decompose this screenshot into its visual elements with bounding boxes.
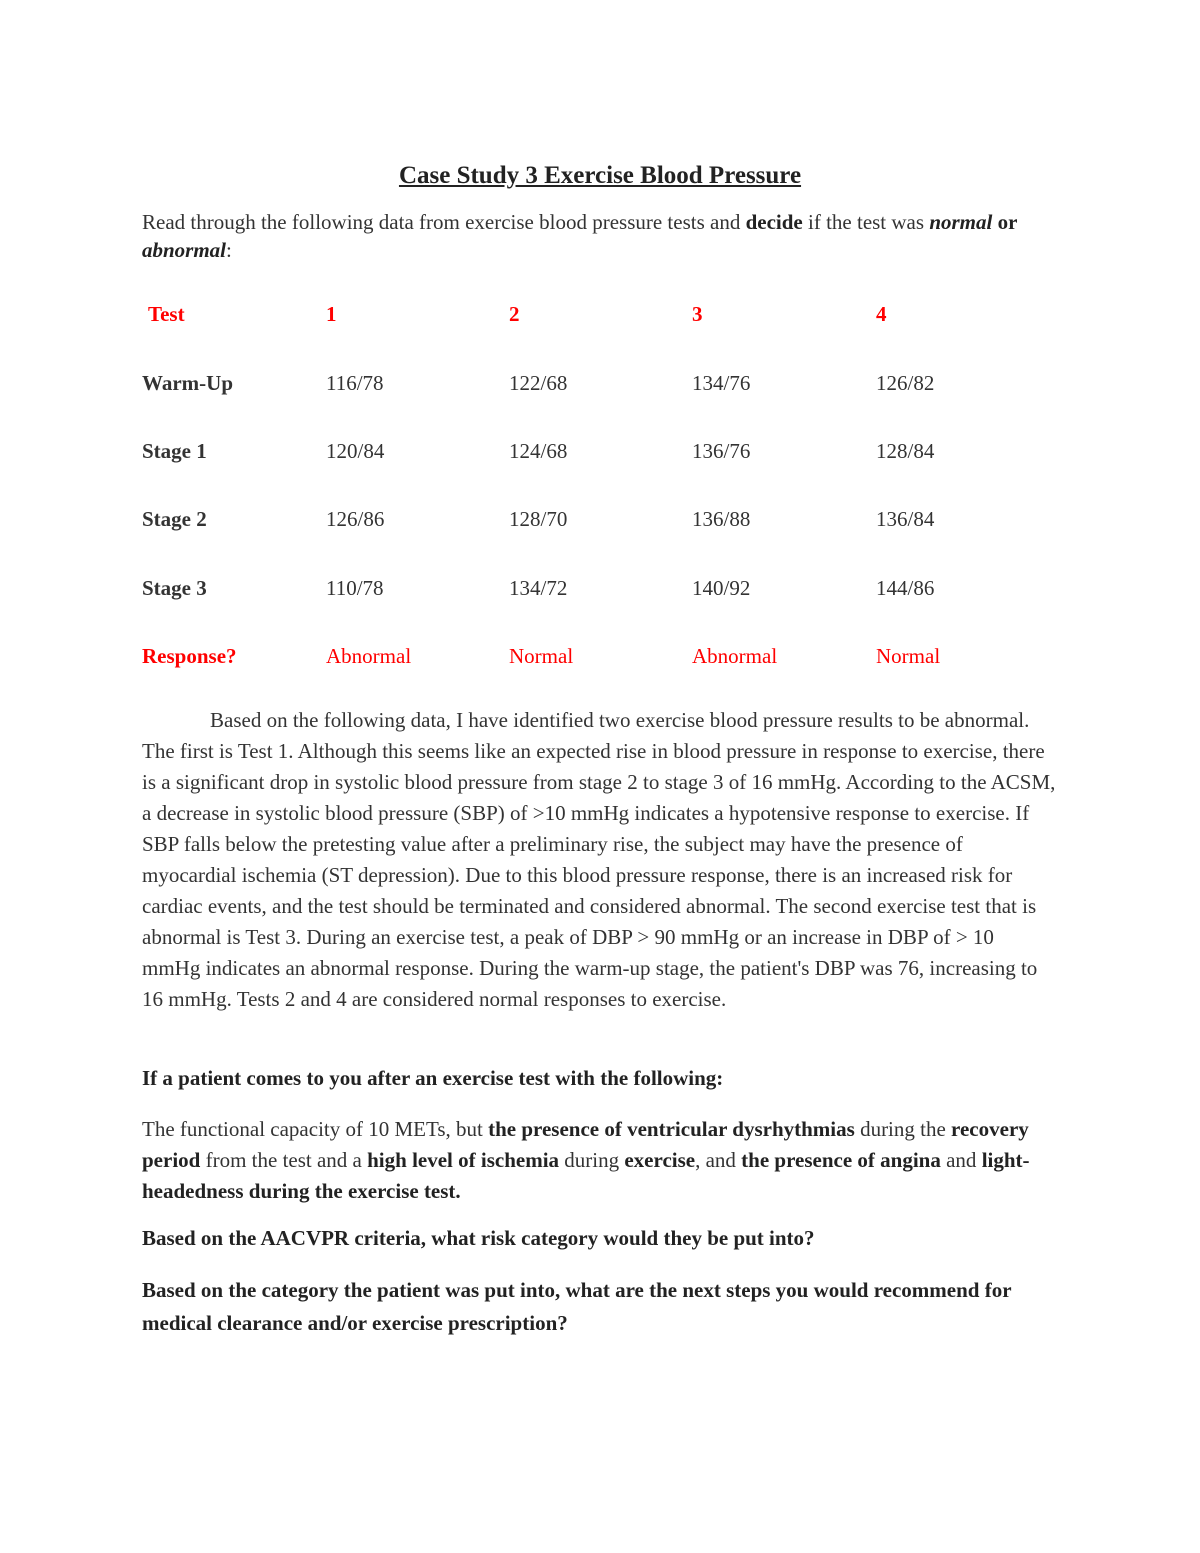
table-cell: 110/78 — [326, 576, 384, 600]
question-patient-intro: If a patient comes to you after an exercise test with the following: — [142, 1066, 724, 1090]
table-cell: 136/84 — [876, 507, 935, 531]
question-next-steps: Based on the category the patient was put into, what are the next steps you would recommend for medical clearance and/or exercise prescription? — [142, 1278, 1012, 1335]
scenario-text: from the test and a — [200, 1148, 368, 1172]
intro-or: or — [992, 210, 1018, 234]
table-header-4: 4 — [876, 302, 887, 326]
intro-text-3: : — [226, 238, 232, 262]
scenario-bold: recovery period — [142, 1117, 1029, 1172]
intro-abnormal: abnormal — [142, 238, 227, 262]
scenario-text: , and — [695, 1148, 742, 1172]
scenario-paragraph — [142, 1114, 1072, 1207]
intro-decide: decide — [745, 210, 803, 234]
table-header-3: 3 — [692, 302, 703, 326]
row-label-stage-2: Stage 2 — [142, 507, 207, 531]
question-risk-category: Based on the AACVPR criteria, what risk category would they be put into? — [142, 1226, 815, 1250]
table-cell: 126/82 — [876, 371, 935, 395]
row-label-stage-1: Stage 1 — [142, 439, 207, 463]
scenario-bold: the presence of angina — [741, 1148, 941, 1172]
scenario-text: during the — [854, 1117, 952, 1141]
table-cell: 136/88 — [692, 507, 751, 531]
table-cell: 116/78 — [326, 371, 384, 395]
table-cell: 122/68 — [509, 371, 568, 395]
table-cell: 120/84 — [326, 439, 385, 463]
table-header-test: Test — [148, 302, 185, 326]
intro-text-2: if the test was — [802, 210, 930, 234]
bp-table — [0, 0, 1200, 700]
page-title: Case Study 3 Exercise Blood Pressure — [398, 162, 802, 189]
response-cell: Normal — [876, 644, 941, 668]
table-cell: 144/86 — [876, 576, 935, 600]
table-cell: 134/72 — [509, 576, 568, 600]
table-cell: 128/84 — [876, 439, 935, 463]
table-cell: 136/76 — [692, 439, 751, 463]
analysis-paragraph: Based on the following data, I have identified two exercise blood pressure results to be abnormal. The first is Test 1. Although this seems like an expected rise in blood pressure in response to exercise, there is a significant drop in systolic blood pressure from stage 2 to stage 3 of 16 mmHg. According to the ACSM, a decrease in systolic blood pressure (SBP) of >10 mmHg indicates a hypotensive response to exercise. If SBP falls below the pretesting value after a preliminary rise, the subject may have the presence of myocardial ischemia (ST depression). Due to this blood pressure response, there is an increased risk for cardiac events, and the test should be terminated and considered abnormal. The second exercise test that is abnormal is Test 3. During an exercise test, a peak of DBP > 90 mmHg or an increase in DBP of > 10 mmHg indicates an abnormal response. During the warm-up stage, the patient's DBP was 76, increasing to 16 mmHg. Tests 2 and 4 are considered normal responses to exercise. — [142, 708, 1056, 1011]
table-cell: 134/76 — [692, 371, 751, 395]
intro-normal: normal — [929, 210, 993, 234]
scenario-bold: exercise — [624, 1148, 696, 1172]
scenario-bold: light-headedness during the exercise test. — [142, 1148, 1030, 1203]
table-cell: 128/70 — [509, 507, 568, 531]
scenario-text: The functional capacity of 10 METs, but — [142, 1117, 489, 1141]
scenario-text: during — [559, 1148, 625, 1172]
table-cell: 124/68 — [509, 439, 568, 463]
table-header-1: 1 — [326, 302, 337, 326]
scenario-text: and — [940, 1148, 982, 1172]
scenario-bold: high level of ischemia — [367, 1148, 560, 1172]
response-cell: Abnormal — [326, 644, 412, 668]
intro-text-1: Read through the following data from exercise blood pressure tests and — [142, 210, 746, 234]
row-label-stage-3: Stage 3 — [142, 576, 207, 600]
response-cell: Normal — [509, 644, 574, 668]
row-label-response: Response? — [142, 644, 237, 668]
table-header-2: 2 — [509, 302, 520, 326]
table-cell: 140/92 — [692, 576, 751, 600]
row-label-warmup: Warm-Up — [142, 371, 233, 395]
response-cell: Abnormal — [692, 644, 778, 668]
scenario-bold: the presence of ventricular dysrhythmias — [488, 1117, 855, 1141]
table-cell: 126/86 — [326, 507, 385, 531]
